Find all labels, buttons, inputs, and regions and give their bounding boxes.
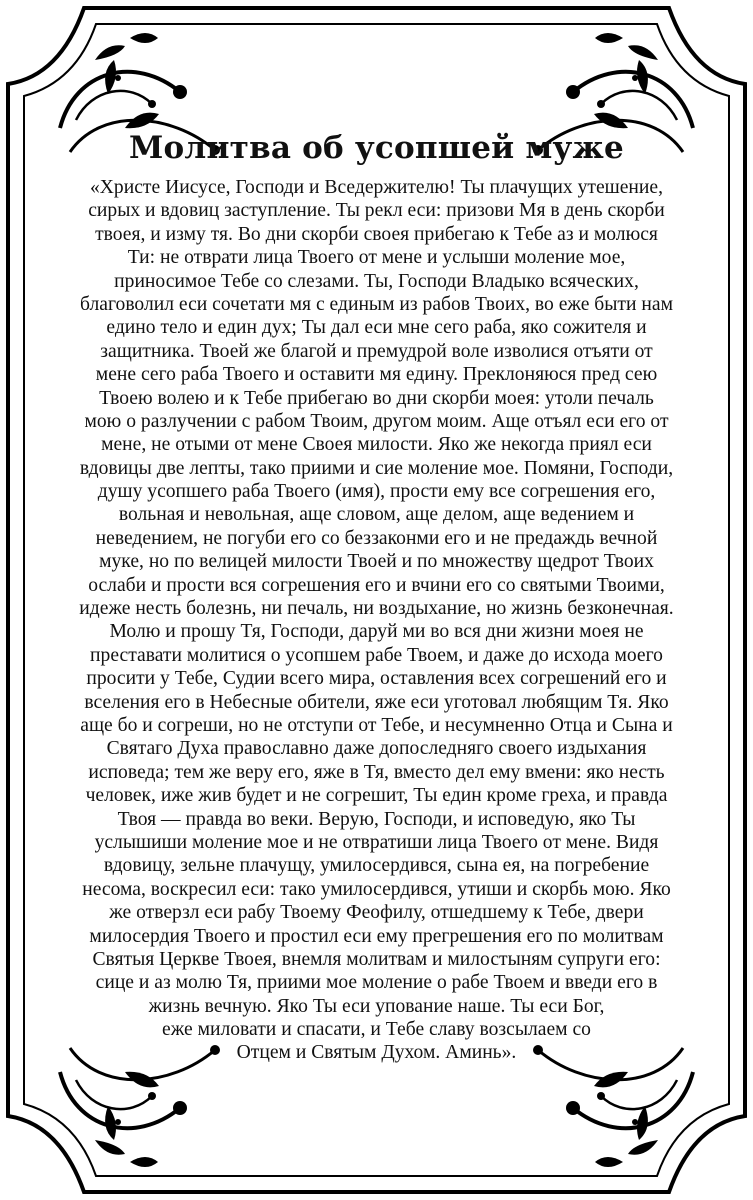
- prayer-line: мою о разлучении с рабом Твоим, другом моим. Аще отъял еси его от: [84, 410, 669, 432]
- prayer-line: идеже несть болезнь, ни печаль, ни воздыхание, но жизнь безконечная.: [79, 598, 674, 620]
- prayer-line: мене сего раба Твоего и оставити мя едину. Преклоняюся пред сею: [95, 364, 658, 386]
- prayer-line: «Христе Иисусе, Господи и Вседержителю! Ты плачущих утешение,: [89, 177, 663, 198]
- prayer-line: вдовицу, зельне плачущу, умилосердився, сына ея, на погребение: [103, 855, 650, 877]
- prayer-line: Святыя Церкве Твоея, внемля молитвам и милостыням супруги его:: [92, 948, 661, 970]
- prayer-line: неведением, не погуби его со беззаконми его и не предаждь вечной: [95, 527, 658, 549]
- prayer-line: Святаго Духа православно даже допоследняго своего издыхания: [106, 738, 647, 760]
- prayer-line: несома, воскресил еси: тако умилосердився, утиши и скорбь мою. Яко: [82, 878, 671, 900]
- prayer-text: [40, 176, 713, 1065]
- prayer-line: исповеда; тем же веру его, яже в Тя, вместо дел ему вмени: яко несть: [88, 761, 665, 783]
- prayer-line: вольная и невольная, аще словом, аще делом, аще ведением и: [118, 504, 635, 526]
- page-title: Молитва об усопшей муже: [129, 130, 624, 166]
- prayer-line: Твоя — правда во веки. Верую, Господи, и исповедую, яко Ты: [117, 808, 636, 830]
- prayer-line: жизнь вечную. Яко Ты еси упование наше. Ты еси Бог,: [148, 995, 605, 1017]
- prayer-line: душу усопшего раба Твоего (имя), прости ему все согрешения его,: [97, 481, 656, 503]
- prayer-line: милосердия Твоего и простил еси ему прегрешения его по молитвам: [89, 925, 664, 947]
- prayer-line: муке, но по велицей милости Твоей и по множеству щедрот Твоих: [99, 551, 654, 573]
- prayer-line: человек, иже жив будет и не согрешит, Ты един кроме греха, и правда: [85, 785, 668, 807]
- prayer-line: защитника. Твоей же благой и премудрой воле изволися отъяти от: [100, 340, 653, 362]
- prayer-line: благоволил еси сочетати мя с единым из рабов Твоих, во еже быти нам: [80, 293, 673, 315]
- prayer-line: твоея, и изму тя. Во дни скорби своея прибегаю к Тебе аз и молюся: [95, 223, 658, 245]
- prayer-line: аще бо и согреши, но не отступи от Тебе, и несумненно Отца и Сына и: [80, 714, 673, 736]
- prayer-line: же отверзл еси рабу Твоему Феофилу, отшедшему к Тебе, двери: [109, 902, 644, 924]
- prayer-line: просити у Тебе, Судии всего мира, оставления всех согрешений его и: [86, 668, 667, 690]
- prayer-line: едино тело и един дух; Ты дал еси мне сего раба, яко сожителя и: [106, 317, 647, 339]
- prayer-line: сирых и вдовиц заступление. Ты рекл еси: призови Мя в день скорби: [88, 200, 665, 222]
- prayer-line: услышиши моление мое и не отвратиши лица Твоего от мене. Видя: [94, 831, 659, 853]
- prayer-line: вдовицы две лепты, тако приими и сие моление мое. Помяни, Господи,: [79, 457, 674, 479]
- prayer-line: Твоею волею и к Тебе прибегаю во дни скорби моея: утоли печаль: [99, 387, 654, 409]
- prayer-line: мене, не отыми от мене Своея милости. Яко же некогда приял еси: [101, 434, 652, 456]
- prayer-line: ослаби и прости вся согрешения его и вчини его со святыми Твоими,: [88, 574, 665, 596]
- prayer-line: Молю и прошу Тя, Господи, даруй ми во вся дни жизни моея не: [109, 621, 644, 643]
- prayer-line: сице и аз молю Тя, приими мое моление о рабе Твоем и введи его в: [95, 972, 658, 994]
- prayer-line: Отцем и Святым Духом. Аминь».: [236, 1042, 517, 1064]
- prayer-content: [40, 128, 713, 1065]
- prayer-line: вселения его в Небесные обители, яже еси уготовал любящим Тя. Яко: [84, 691, 669, 713]
- prayer-line: преставати молитися о усопшем рабе Твоем, и даже до исхода моего: [90, 644, 663, 666]
- prayer-line: Ти: не отврати лица Твоего от мене и услыши моление мое,: [127, 247, 626, 269]
- prayer-line: еже миловати и спасати, и Тебе славу возсылаем со: [162, 1019, 591, 1041]
- prayer-line: приносимое Тебе со слезами. Ты, Господи Владыко всяческих,: [114, 270, 639, 292]
